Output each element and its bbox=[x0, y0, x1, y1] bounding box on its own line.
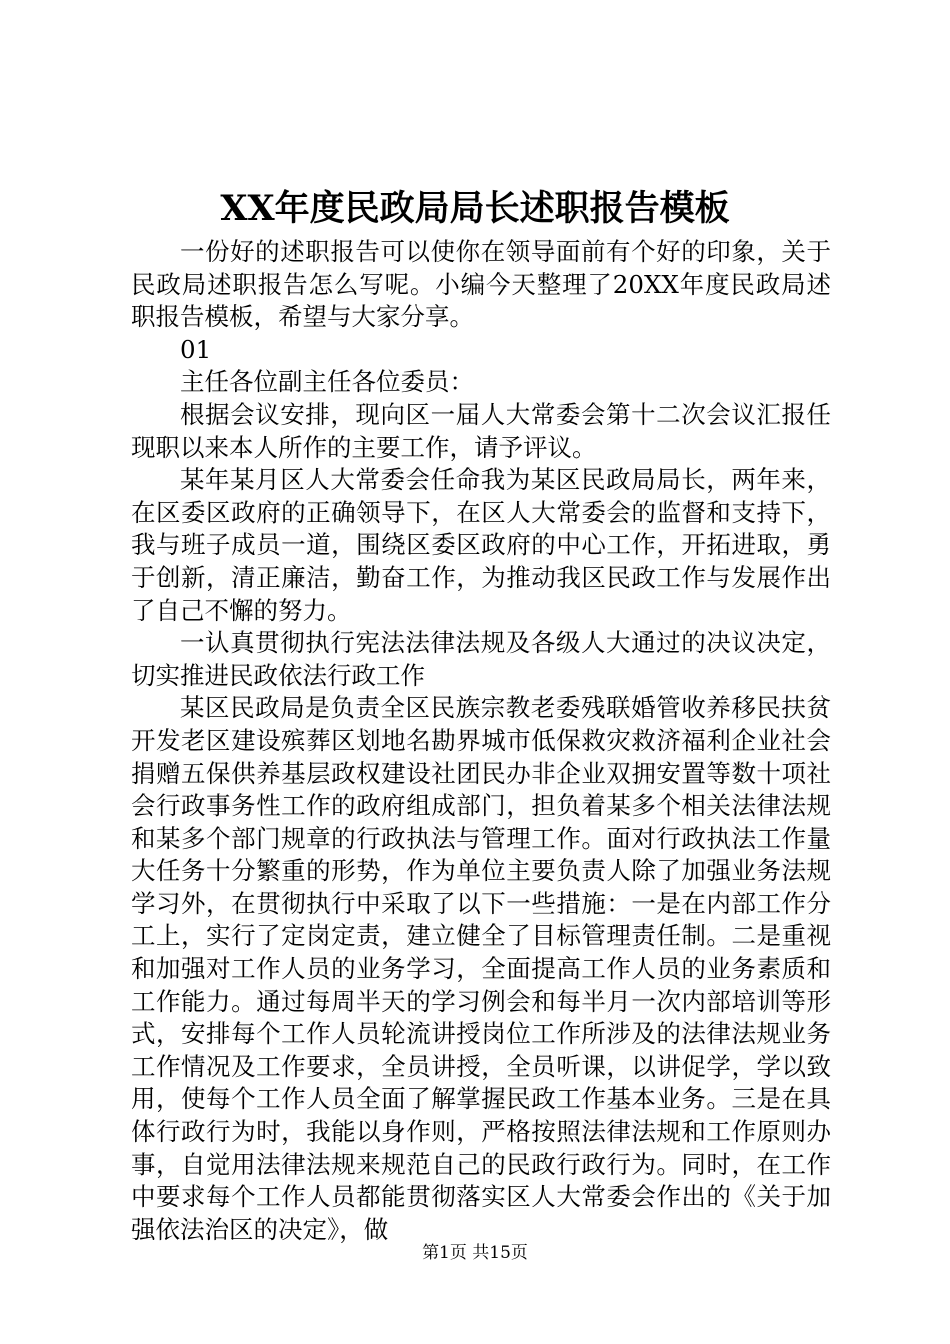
section-heading: 一认真贯彻执行宪法法律法规及各级人大通过的决议决定，切实推进民政依法行政工作 bbox=[131, 628, 831, 690]
page-footer: 第1页 共15页 bbox=[422, 1243, 528, 1263]
body-paragraph: 根据会议安排，现向区一届人大常委会第十二次会议汇报任现职以来本人所作的主要工作，请予评议。 bbox=[131, 399, 831, 462]
salutation: 主任各位副主任各位委员： bbox=[180, 367, 474, 397]
document-body bbox=[131, 236, 831, 1246]
body-paragraph: 某年某月区人大常委会任命我为某区民政局局长，两年来，在区委区政府的正确领导下，在区人大常委会的监督和支持下，我与班子成员一道，围绕区委区政府的中心工作，开拓进取，勇于创新，清正廉洁，勤奋工作，为推动我区民政工作与发展作出了自己不懈的努力。 bbox=[131, 465, 831, 625]
section-number: 01 bbox=[180, 334, 212, 364]
document-title: XX年度民政局局长述职报告模板 bbox=[220, 188, 730, 229]
body-paragraph: 某区民政局是负责全区民族宗教老委残联婚管收养移民扶贫开发老区建设殡葬区划地名勘界城市低保救灾救济福利企业社会捐赠五保供养基层政权建设社团民办非企业双拥安置等数十项社会行政事务性工作的政府组成部门，担负着某多个相关法律法规和某多个部门规章的行政执法与管理工作。面对行政执法工作量大任务十分繁重的形势，作为单位主要负责人除了加强业务法规学习外，在贯彻执行中采取了以下一些措施：一是在内部工作分工上，实行了定岗定责，建立健全了目标管理责任制。二是重视和加强对工作人员的业务学习，全面提高工作人员的业务素质和工作能力。通过每周半天的学习例会和每半月一次内部培训等形式，安排每个工作人员轮流讲授岗位工作所涉及的法律法规业务工作情况及工作要求，全员讲授，全员听课，以讲促学，学以致用，使每个工作人员全面了解掌握民政工作基本业务。三是在具体行政行为时，我能以身作则，严格按照法律法规和工作原则办事，自觉用法律法规来规范自己的民政行政行为。同时，在工作中要求每个工作人员都能贯彻落实区人大常委会作出的《关于加强依法治区的决定》，做 bbox=[131, 693, 831, 1244]
intro-paragraph: 一份好的述职报告可以使你在领导面前有个好的印象，关于民政局述职报告怎么写呢。小编今天整理了20XX年度民政局述职报告模板，希望与大家分享。 bbox=[131, 237, 831, 332]
